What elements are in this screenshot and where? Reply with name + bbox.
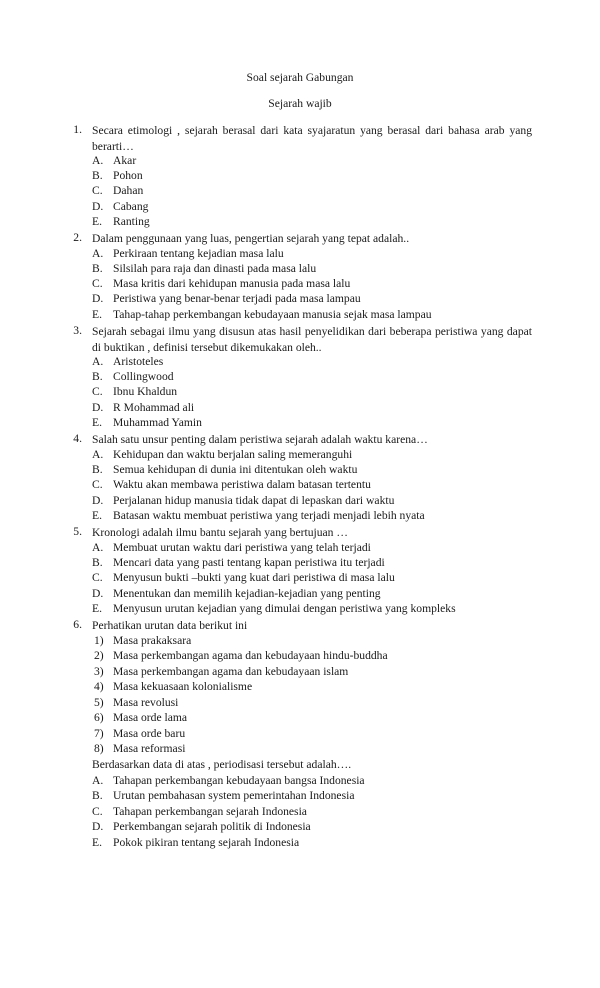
data-item-label: 3) <box>94 665 104 678</box>
option-label: C. <box>92 478 103 491</box>
data-item-text: Masa orde baru <box>113 727 186 740</box>
option-label: B. <box>92 370 103 383</box>
option-label: E. <box>92 602 102 615</box>
question-number: 2. <box>73 231 82 244</box>
option-text: Silsilah para raja dan dinasti pada masa lalu <box>113 262 317 275</box>
option-text: Perkembangan sejarah politik di Indonesia <box>113 820 311 833</box>
option-label: E. <box>92 836 102 849</box>
option-text: Ibnu Khaldun <box>113 385 178 398</box>
option-text: Pokok pikiran tentang sejarah Indonesia <box>113 836 300 849</box>
option-text: Ranting <box>113 215 150 228</box>
document-title: Soal sejarah Gabungan <box>246 71 354 84</box>
option-label: D. <box>92 820 104 833</box>
option-label: D. <box>92 292 104 305</box>
option-text: Kehidupan dan waktu berjalan saling memeranguhi <box>113 448 353 461</box>
data-item-text: Masa revolusi <box>113 696 179 709</box>
option-label: E. <box>92 215 102 228</box>
option-text: Menyusun bukti –bukti yang kuat dari peristiwa di masa lalu <box>113 571 395 584</box>
option-text: Menentukan dan memilih kejadian-kejadian yang penting <box>113 587 381 600</box>
data-item-text: Masa perkembangan agama dan kebudayaan hindu-buddha <box>113 649 388 662</box>
option-text: R Mohammad ali <box>113 401 195 414</box>
option-label: A. <box>92 154 104 167</box>
question-followup: Berdasarkan data di atas , periodisasi tersebut adalah…. <box>92 758 352 771</box>
option-label: B. <box>92 262 103 275</box>
option-text: Aristoteles <box>113 355 164 368</box>
option-label: A. <box>92 774 104 787</box>
data-item-label: 5) <box>94 696 104 709</box>
option-text: Collingwood <box>113 370 174 383</box>
option-text: Waktu akan membawa peristiwa dalam batasan tertentu <box>113 478 371 491</box>
question-number: 3. <box>73 324 82 337</box>
data-item-text: Masa prakaksara <box>113 634 192 647</box>
option-label: E. <box>92 509 102 522</box>
data-item-label: 4) <box>94 680 104 693</box>
option-label: C. <box>92 805 103 818</box>
question-number: 4. <box>73 432 82 445</box>
option-text: Tahap-tahap perkembangan kebudayaan manusia sejak masa lampau <box>113 308 432 321</box>
option-label: E. <box>92 416 102 429</box>
data-item-label: 8) <box>94 742 104 755</box>
option-label: D. <box>92 587 104 600</box>
option-text: Mencari data yang pasti tentang kapan peristiwa itu terjadi <box>113 556 385 569</box>
document-subtitle: Sejarah wajib <box>268 97 332 110</box>
option-text: Batasan waktu membuat peristiwa yang terjadi menjadi lebih nyata <box>113 509 425 522</box>
option-text: Masa kritis dari kehidupan manusia pada masa lalu <box>113 277 351 290</box>
option-text: Cabang <box>113 200 149 213</box>
option-label: D. <box>92 401 104 414</box>
data-item-text: Masa orde lama <box>113 711 188 724</box>
data-item-text: Masa kekuasaan kolonialisme <box>113 680 253 693</box>
option-label: B. <box>92 169 103 182</box>
option-text: Muhammad Yamin <box>113 416 202 429</box>
question-text: Sejarah sebagai ilmu yang disusun atas hasil penyelidikan dari beberapa peristiwa yang dapat di buktikan , definisi tersebut dikemukakan oleh.. <box>92 325 532 354</box>
option-text: Membuat urutan waktu dari peristiwa yang telah terjadi <box>113 541 371 554</box>
option-label: B. <box>92 463 103 476</box>
option-text: Tahapan perkembangan kebudayaan bangsa Indonesia <box>113 774 365 787</box>
data-item-label: 6) <box>94 711 104 724</box>
option-text: Dahan <box>113 184 144 197</box>
data-item-text: Masa reformasi <box>113 742 186 755</box>
option-label: A. <box>92 448 104 461</box>
option-text: Perjalanan hidup manusia tidak dapat di lepaskan dari waktu <box>113 494 395 507</box>
question-text: Salah satu unsur penting dalam peristiwa sejarah adalah waktu karena… <box>92 433 428 446</box>
data-item-label: 1) <box>94 634 104 647</box>
question-text: Secara etimologi , sejarah berasal dari kata syajaratun yang berasal dari bahasa arab yang berarti… <box>92 124 532 153</box>
question-number: 1. <box>73 123 82 136</box>
option-text: Peristiwa yang benar-benar terjadi pada masa lampau <box>113 292 361 305</box>
option-label: C. <box>92 385 103 398</box>
option-text: Pohon <box>113 169 143 182</box>
option-text: Menyusun urutan kejadian yang dimulai dengan peristiwa yang kompleks <box>113 602 456 615</box>
option-label: B. <box>92 556 103 569</box>
option-label: E. <box>92 308 102 321</box>
question-text: Kronologi adalah ilmu bantu sejarah yang bertujuan … <box>92 526 348 539</box>
data-item-label: 2) <box>94 649 104 662</box>
option-label: A. <box>92 247 104 260</box>
option-text: Urutan pembahasan system pemerintahan Indonesia <box>113 789 355 802</box>
option-label: C. <box>92 571 103 584</box>
question-number: 6. <box>73 618 82 631</box>
question-text: Perhatikan urutan data berikut ini <box>92 619 248 632</box>
option-text: Tahapan perkembangan sejarah Indonesia <box>113 805 307 818</box>
option-label: C. <box>92 277 103 290</box>
data-item-text: Masa perkembangan agama dan kebudayaan islam <box>113 665 349 678</box>
option-label: C. <box>92 184 103 197</box>
data-item-label: 7) <box>94 727 104 740</box>
option-label: D. <box>92 494 104 507</box>
option-text: Perkiraan tentang kejadian masa lalu <box>113 247 284 260</box>
option-label: A. <box>92 541 104 554</box>
option-text: Semua kehidupan di dunia ini ditentukan oleh waktu <box>113 463 358 476</box>
option-text: Akar <box>113 154 137 167</box>
question-text: Dalam penggunaan yang luas, pengertian sejarah yang tepat adalah.. <box>92 232 410 245</box>
option-label: D. <box>92 200 104 213</box>
question-number: 5. <box>73 525 82 538</box>
option-label: A. <box>92 355 104 368</box>
option-label: B. <box>92 789 103 802</box>
